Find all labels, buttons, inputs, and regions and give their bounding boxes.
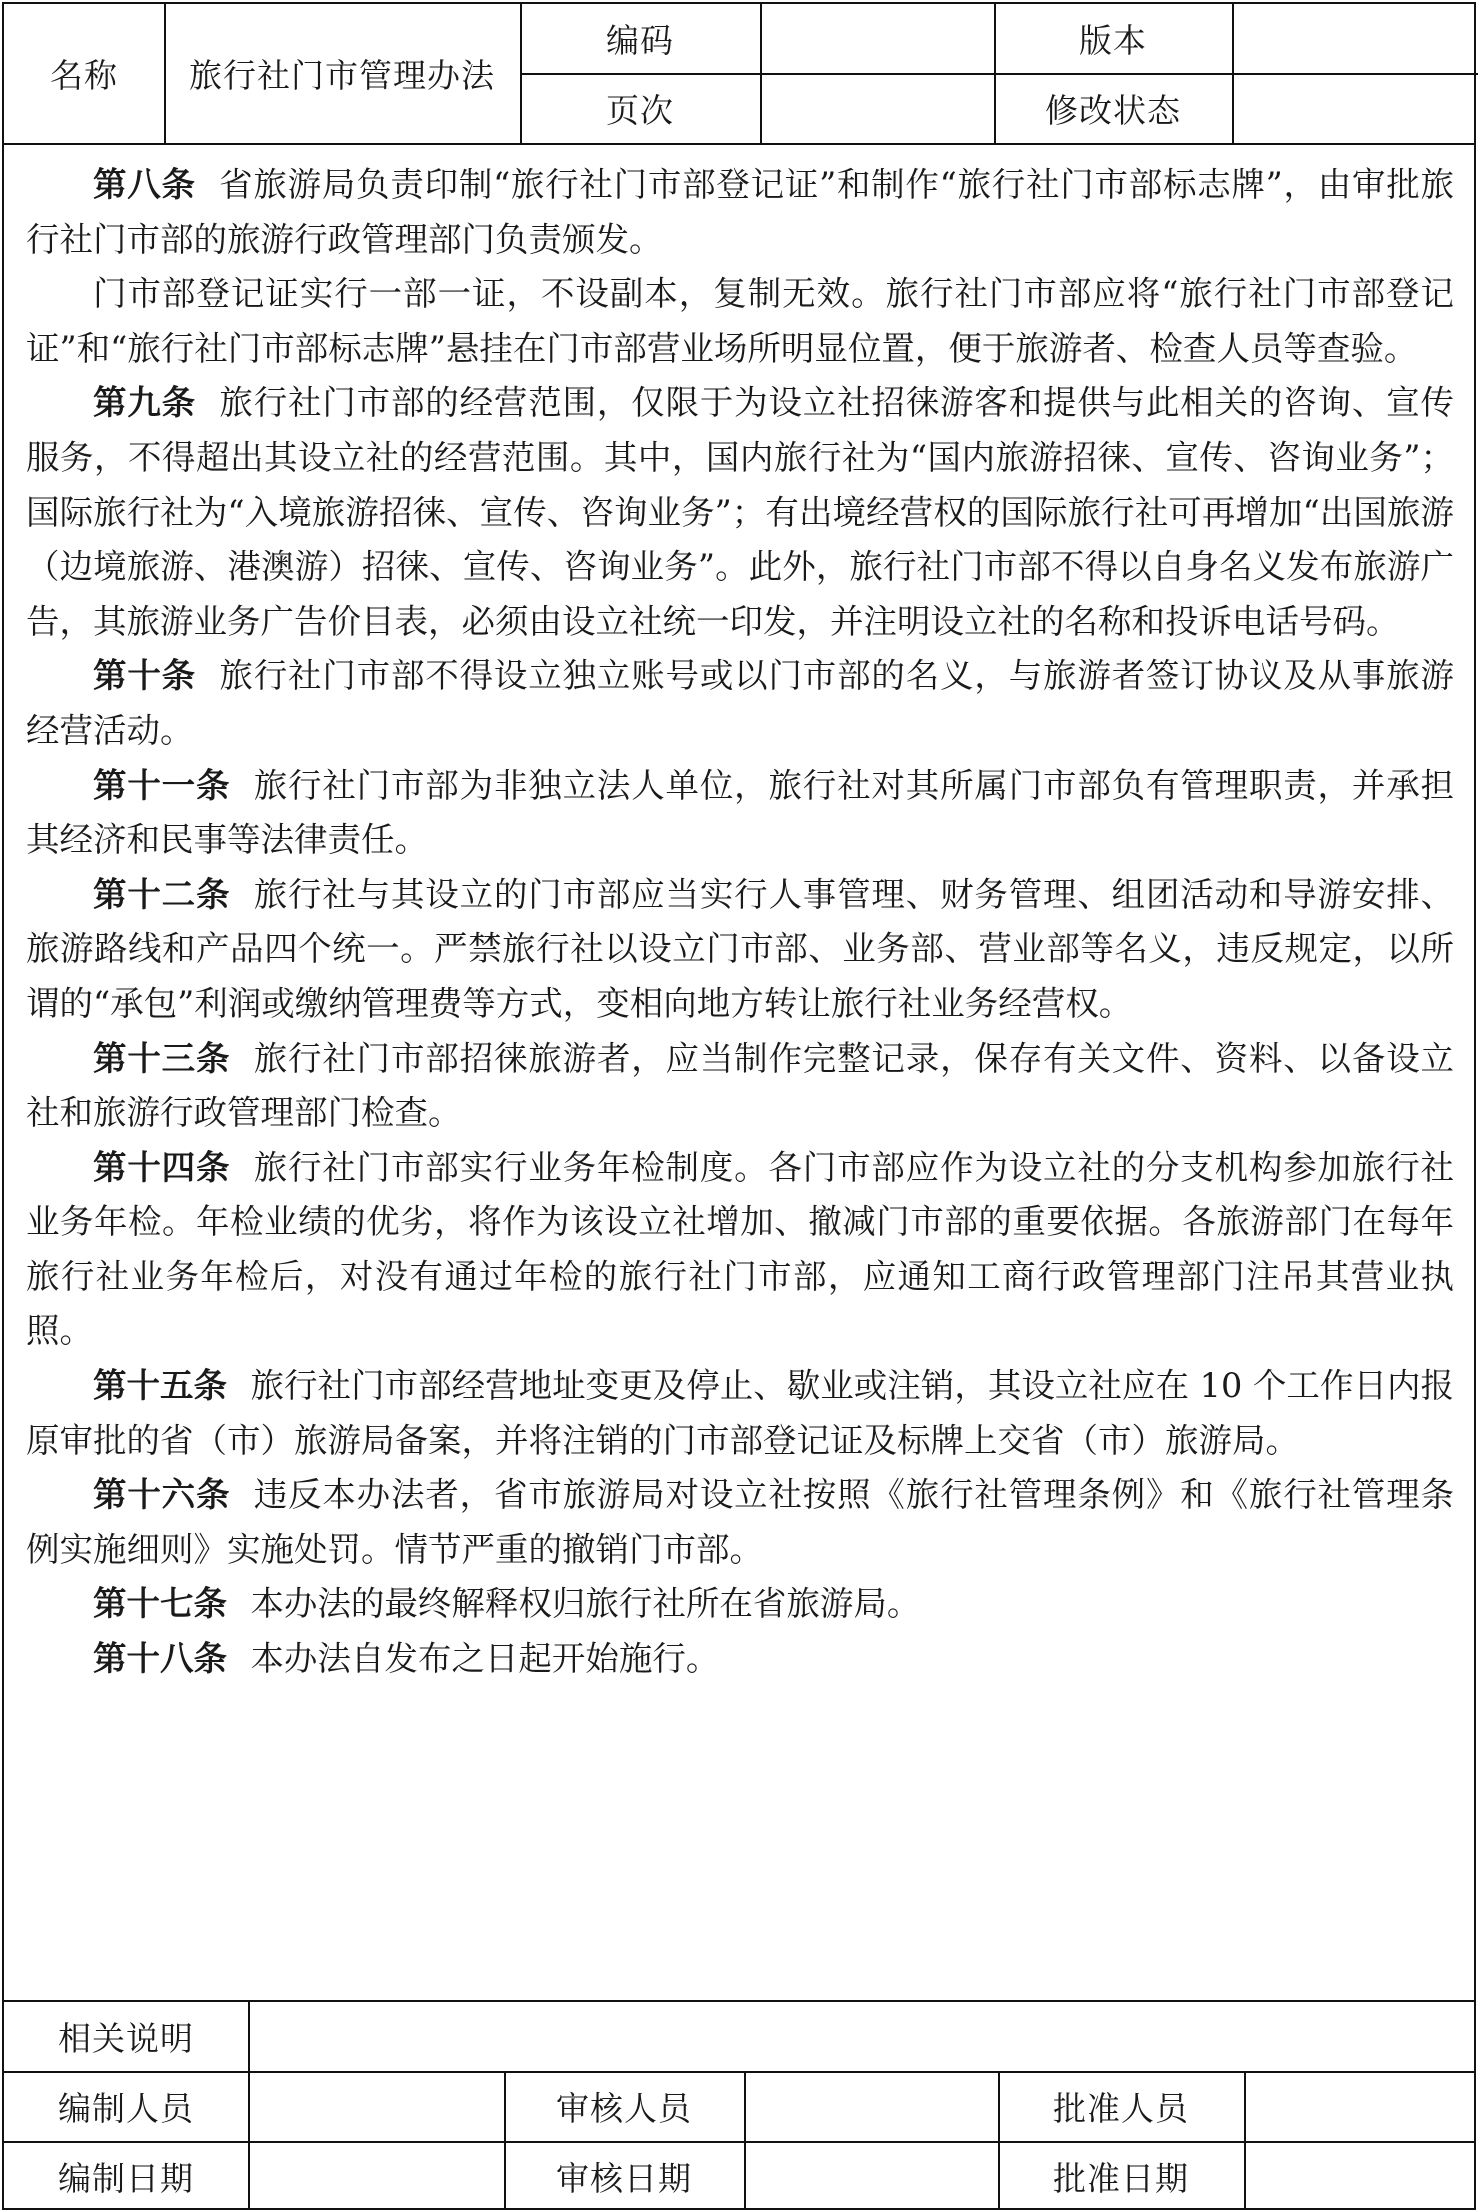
article-text: 门市部登记证实行一部一证，不设副本，复制无效。旅行社门市部应将“旅行社门市部登记证”和“旅行社门市部标志牌”悬挂在门市部营业场所明显位置，便于旅游者、检查人员等查验。: [26, 274, 1454, 368]
code-label: 编码: [606, 21, 674, 60]
article-paragraph: [26, 1577, 1454, 1632]
footer-table: [4, 2000, 1474, 2208]
reviewed-date-label: 审核日期: [556, 2158, 692, 2198]
prepared-by-label: 编制人员: [58, 2089, 194, 2128]
article-title: 第十八条: [93, 1639, 227, 1679]
page-label: 页次: [606, 91, 674, 130]
notes-value[interactable]: [248, 2002, 1474, 2071]
article-paragraph: [26, 1359, 1454, 1468]
article-paragraph: [26, 1468, 1454, 1577]
article-paragraph: [26, 1632, 1454, 1687]
revision-label: 修改状态: [1045, 91, 1181, 130]
article-title: 第十五条: [93, 1366, 228, 1406]
article-title: 第十二条: [93, 874, 231, 914]
article-title: 第十四条: [93, 1147, 231, 1187]
article-paragraph: [26, 158, 1454, 267]
article-text: 旅行社门市部实行业务年检制度。各门市部应作为设立社的分支机构参加旅行社业务年检。年检业绩的优劣，将作为该设立社增加、撤减门市部的重要依据。各旅游部门在每年旅行社业务年检后，对没有通过年检的旅行社门市部，应通知工商行政管理部门注吊其营业执照。: [26, 1147, 1455, 1351]
article-title: 第九条: [93, 383, 196, 423]
notes-label: 相关说明: [58, 2019, 194, 2058]
article-text: 本办法的最终解释权归旅行社所在省旅游局。: [250, 1584, 921, 1624]
article-title: 第十条: [93, 656, 196, 696]
article-paragraph: [26, 649, 1454, 758]
approved-date-label: 批准日期: [1053, 2158, 1189, 2198]
article-paragraph: [26, 267, 1454, 376]
article-title: 第十七条: [93, 1584, 227, 1624]
articles-body: [26, 158, 1454, 1687]
article-text: 旅行社门市部不得设立独立账号或以门市部的名义，与旅游者签订协议及从事旅游经营活动。: [26, 656, 1454, 750]
article-paragraph: [26, 759, 1454, 868]
article-text: 旅行社门市部招徕旅游者，应当制作完整记录，保存有关文件、资料、以备设立社和旅游行政管理部门检查。: [26, 1038, 1455, 1133]
article-text: 违反本办法者，省市旅游局对设立社按照《旅行社管理条例》和《旅行社管理条例实施细则》实施处罚。情节严重的撤销门市部。: [26, 1475, 1455, 1569]
approved-by-label: 批准人员: [1053, 2089, 1189, 2128]
article-text: 旅行社门市部为非独立法人单位，旅行社对其所属门市部负有管理职责，并承担其经济和民事等法律责任。: [26, 765, 1455, 860]
header-table: [4, 4, 1474, 145]
article-paragraph: [26, 868, 1454, 1032]
prepared-date-label: 编制日期: [58, 2158, 194, 2198]
revision-value[interactable]: [1232, 74, 1474, 143]
article-paragraph: [26, 1032, 1454, 1141]
reviewed-by-label: 审核人员: [556, 2089, 692, 2128]
version-value[interactable]: [1232, 4, 1474, 73]
article-title: 第十三条: [93, 1038, 231, 1078]
article-text: 旅行社门市部的经营范围，仅限于为设立社招徕游客和提供与此相关的咨询、宣传服务，不得超出其设立社的经营范围。其中，国内旅行社为“国内旅游招徕、宣传、咨询业务”；国际旅行社为“入境旅游招徕、宣传、咨询业务”；有出境经营权的国际旅行社可再增加“出国旅游（边境旅游、港澳游）招徕、宣传、咨询业务”。此外，旅行社门市部不得以自身名义发布旅游广告，其旅游业务广告价目表，必须由设立社统一印发，并注明设立社的名称和投诉电话号码。: [26, 383, 1454, 641]
article-title: 第十六条: [93, 1475, 231, 1515]
article-text: 旅行社门市部经营地址变更及停止、歇业或注销，其设立社应在 10 个工作日内报原审批的省（市）旅游局备案，并将注销的门市部登记证及标牌上交省（市）旅游局。: [26, 1366, 1454, 1460]
version-label: 版本: [1079, 21, 1147, 60]
document-page: [2, 2, 1476, 2210]
article-text: 旅行社与其设立的门市部应当实行人事管理、财务管理、组团活动和导游安排、旅游路线和产品四个统一。严禁旅行社以设立门市部、业务部、营业部等名义，违反规定，以所谓的“承包”利润或缴纳管理费等方式，变相向地方转让旅行社业务经营权。: [26, 874, 1455, 1023]
page-value[interactable]: [760, 74, 994, 143]
article-paragraph: [26, 1141, 1454, 1359]
name-label: 名称: [50, 56, 118, 95]
name-value: 旅行社门市管理办法: [189, 56, 495, 95]
article-paragraph: [26, 376, 1454, 649]
article-text: 省旅游局负责印制“旅行社门市部登记证”和制作“旅行社门市部标志牌”，由审批旅行社门市部的旅游行政管理部门负责颁发。: [26, 165, 1454, 259]
article-title: 第八条: [93, 165, 196, 204]
article-title: 第十一条: [93, 765, 231, 805]
code-value[interactable]: [760, 4, 994, 73]
article-text: 本办法自发布之日起开始施行。: [250, 1639, 720, 1679]
